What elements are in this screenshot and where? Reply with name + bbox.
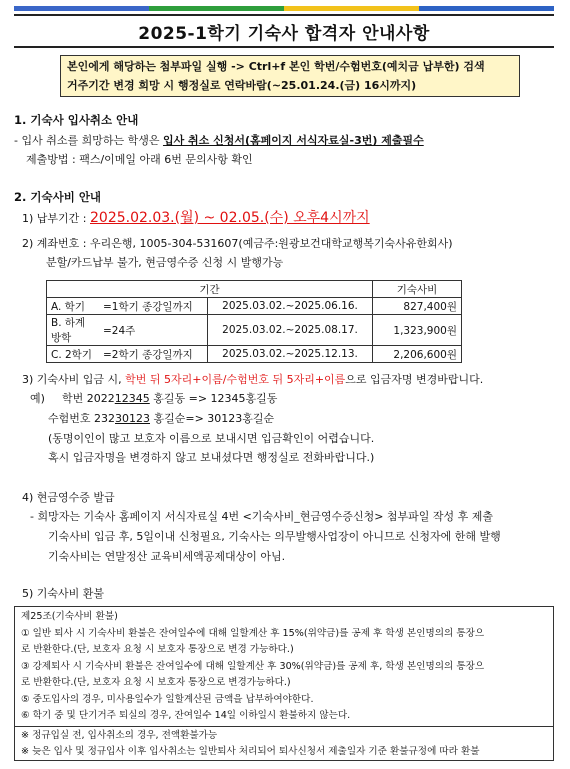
section-2-heading: 2. 기숙사비 안내: [14, 190, 102, 204]
refund-item: ③ 강제퇴사 시 기숙사비 환불은 잔여일수에 대해 일할계산 후 30%(위약금)를 공제 후, 학생 본인명의의 통장으: [21, 660, 485, 672]
row-term: B. 하계방학: [47, 315, 100, 346]
header-period: 기간: [47, 281, 373, 298]
row-dates: 2025.03.02.~2025.06.16.: [208, 298, 373, 315]
cancel-text: - 입사 취소를 희망하는 학생은: [14, 134, 163, 147]
payment-period-value: 2025.02.03.(월) ~ 02.05.(수) 오후4시까지: [90, 210, 370, 226]
account-number: 2) 계좌번호 : 우리은행, 1005-304-531607(예금주:원광보건대학교행복기숙사유한회사): [22, 237, 453, 250]
deposit-note-1: (동명이인이 많고 보호자 이름으로 보내시면 입금확인이 어렵습니다.: [48, 432, 375, 445]
refund-rules-box: [14, 606, 554, 761]
example-2-c: 홍길순=> 30123홍길순: [150, 412, 275, 425]
cancel-form-required: 입사 취소 신청서(홈페이지 서식자료실-3번) 제출필수: [162, 134, 424, 147]
example-2-a: 수험번호 232: [48, 412, 115, 425]
color-bar-green: [149, 6, 284, 11]
deposit-name-rule: 학번 뒤 5자리+이름/수험번호 뒤 5자리+이름: [125, 373, 346, 386]
receipt-line-3: 기숙사비는 연말정산 교육비세액공제대상이 아님.: [48, 550, 286, 563]
example-1-b: 12345: [114, 392, 150, 405]
refund-title: 제25조(기숙사비 환불): [21, 611, 118, 622]
refund-item: ① 일반 퇴사 시 기숙사비 환불은 잔여일수에 대해 일할계산 후 15%(위약금)를 공제 후 학생 본인명의의 통장으: [21, 627, 485, 639]
deposit-note-2: 혹시 입금자명을 변경하지 않고 보내셨다면 행정실로 전화바랍니다.): [48, 451, 375, 464]
refund-item: ⑥ 학기 중 및 단기거주 퇴실의 경우, 잔여일수 14일 이하일시 환불하지 않는다.: [21, 710, 351, 721]
row-term-desc: =1학기 종강일까지: [99, 298, 208, 315]
color-bar: [14, 6, 554, 11]
refund-item: ⑤ 중도입사의 경우, 미사용일수가 일할계산된 금액을 납부하여야한다.: [21, 693, 314, 705]
row-dates: 2025.03.02.~2025.12.13.: [208, 346, 373, 363]
deposit-name-line: [22, 371, 483, 387]
payment-period-label: 1) 납부기간 :: [22, 212, 90, 225]
example-1-c: 홍길동 => 12345홍길동: [149, 392, 278, 405]
table-row: [47, 346, 462, 363]
color-bar-yellow: [284, 6, 419, 11]
refund-item: 로 반환한다.(단, 보호자 요청 시 보호자 통장으로 변경 가능하다.): [21, 644, 294, 655]
page-title: 2025-1학기 기숙사 합격자 안내사항: [14, 14, 554, 48]
payment-period-line: [22, 207, 370, 227]
fee-table: [46, 280, 462, 363]
table-row: [47, 315, 462, 346]
refund-item: 로 반환한다.(단, 보호자 요청 시 보호자 통장으로 변경가능하다.): [21, 677, 291, 688]
installment-note: 분할/카드납부 불가, 현금영수증 신청 시 발행가능: [46, 256, 284, 269]
table-row: [47, 298, 462, 315]
row-fee: 2,206,600원: [373, 346, 462, 363]
section-1-line-2: 제출방법 : 팩스/이메일 아래 6번 문의사항 확인: [26, 153, 253, 166]
notice-box: [60, 55, 520, 97]
row-fee: 827,400원: [373, 298, 462, 315]
color-bar-blue: [14, 6, 149, 11]
notice-line-1: 본인에게 해당하는 첨부파일 실행 -> Ctrl+f 본인 학번/수험번호(예치금 납부한) 검색: [67, 60, 485, 73]
row-term-desc: =24주: [99, 315, 208, 346]
row-dates: 2025.03.02.~2025.08.17.: [208, 315, 373, 346]
example-label: 예): [30, 392, 45, 405]
header-fee: 기숙사비: [373, 281, 462, 298]
row-fee: 1,323,900원: [373, 315, 462, 346]
example-2-b: 30123: [115, 412, 150, 425]
section-1-heading: 1. 기숙사 입사취소 안내: [14, 113, 139, 127]
section-4-heading: 4) 현금영수증 발급: [22, 491, 115, 504]
receipt-line-2: 기숙사비 입금 후, 5일이내 신청필요, 기숙사는 의무발행사업장이 아니므로 신청자에 한해 발행: [48, 530, 501, 543]
refund-note: ※ 늦은 입사 및 정규입사 이후 입사취소는 일반퇴사 처리되어 퇴사신청서 제출일자 기준 환불규정에 따라 환불: [21, 746, 480, 757]
notice-line-2: 거주기간 변경 희망 시 행정실로 연락바람(~25.01.24.(금) 16시까지): [67, 79, 417, 92]
refund-divider: [15, 726, 553, 727]
deposit-name-a: 3) 기숙사비 입금 시,: [22, 373, 126, 386]
example-exam-number: [48, 410, 274, 426]
fee-table-header: [47, 281, 462, 298]
refund-note: ※ 정규입실 전, 입사취소의 경우, 전액환불가능: [21, 729, 218, 741]
row-term: A. 학기: [47, 298, 100, 315]
deposit-name-c: 으로 입금자명 변경바랍니다.: [345, 373, 484, 386]
receipt-line-1: - 희망자는 기숙사 홈페이지 서식자료실 4번 <기숙사비_현금영수증신청> 첨부파일 작성 후 제출: [30, 510, 494, 523]
section-5-heading: 5) 기숙사비 환불: [22, 587, 105, 600]
section-1-line-1: [14, 132, 424, 148]
example-student-id: [62, 390, 277, 406]
example-1-a: 학번 2022: [62, 392, 115, 405]
row-term: C. 2학기: [47, 346, 100, 363]
color-bar-blue-2: [419, 6, 554, 11]
row-term-desc: =2학기 종강일까지: [99, 346, 208, 363]
